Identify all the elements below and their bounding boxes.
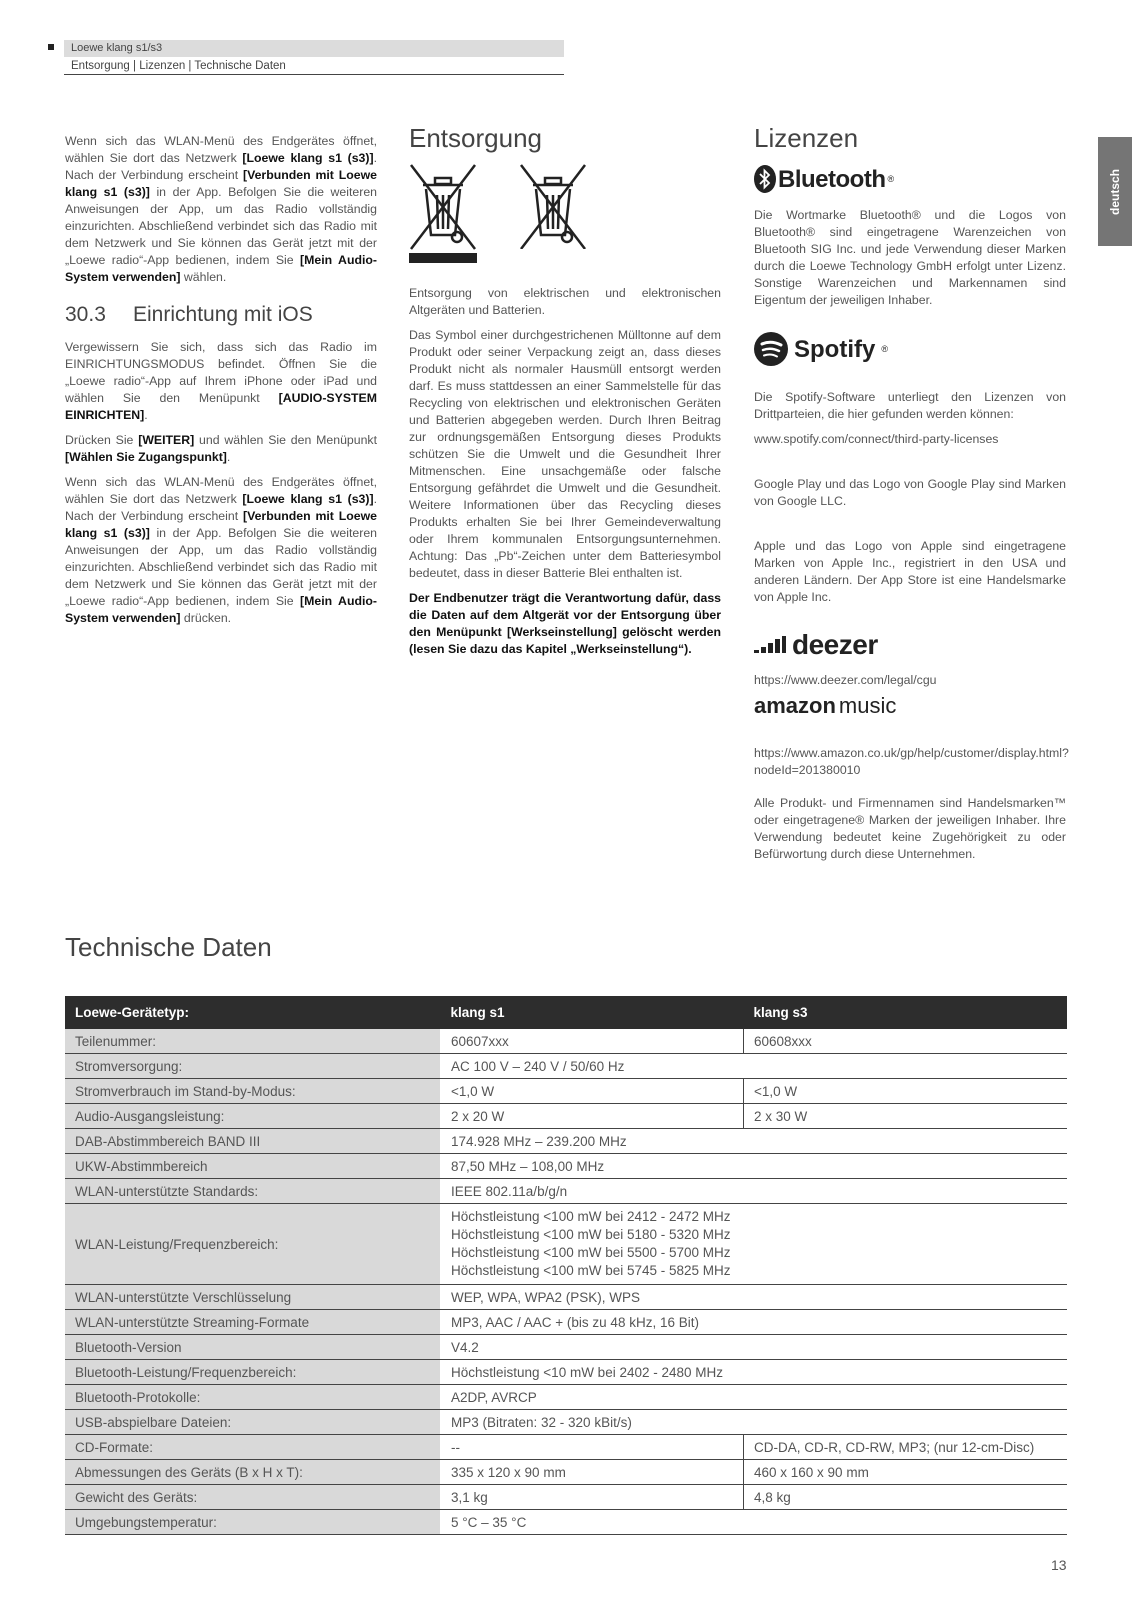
disposal-user-responsibility: Der Endbenutzer trägt die Verantwortung dafür, dass die Daten auf dem Altgerät vor der Entsorgung über den Menüpunkt [Werkseinstellung] gelöscht werden (lesen Sie dazu das Kapitel „Werkseinstellung“).: [409, 591, 721, 656]
spec-label: WLAN-Leistung/Frequenzbereich:: [65, 1204, 441, 1285]
table-row: [65, 1029, 1067, 1054]
spec-value: 87,50 MHz – 108,00 MHz: [441, 1154, 1068, 1179]
table-row: [65, 1460, 1067, 1485]
spec-value-s1: 2 x 20 W: [441, 1104, 744, 1129]
table-row: [65, 1054, 1067, 1079]
spec-value: [441, 1204, 1068, 1285]
spec-value-s3: 4,8 kg: [744, 1485, 1068, 1510]
spotify-license-text: Die Spotify-Software unterliegt den Lizenzen von Drittparteien, die hier gefunden werden können:: [754, 390, 1066, 421]
deezer-wordmark: deezer: [792, 628, 878, 660]
spec-value: 5 °C – 35 °C: [441, 1510, 1068, 1535]
spotify-url[interactable]: www.spotify.com/connect/third-party-licenses: [754, 432, 999, 446]
header-klang-s1: klang s1: [441, 996, 744, 1029]
crossed-bin-icon: [409, 163, 477, 263]
header-product: Loewe klang s1/s3: [64, 40, 564, 57]
spec-value-s3: 2 x 30 W: [744, 1104, 1068, 1129]
table-row: [65, 1079, 1067, 1104]
table-row: [65, 1410, 1067, 1435]
spec-value: V4.2: [441, 1335, 1068, 1360]
spec-value-line: Höchstleistung <100 mW bei 5500 - 5700 MHz: [451, 1245, 731, 1260]
spec-label: WLAN-unterstützte Verschlüsselung: [65, 1285, 441, 1310]
spec-value-line: Höchstleistung <100 mW bei 2412 - 2472 MHz: [451, 1209, 731, 1224]
spec-value-s1: 335 x 120 x 90 mm: [441, 1460, 744, 1485]
deezer-url[interactable]: https://www.deezer.com/legal/cgu: [754, 673, 937, 687]
spec-value-s1: 60607xxx: [441, 1029, 744, 1054]
section-title: Einrichtung mit iOS: [133, 303, 313, 326]
spec-value: A2DP, AVRCP: [441, 1385, 1068, 1410]
spec-value-s1: <1,0 W: [441, 1079, 744, 1104]
header-klang-s3: klang s3: [744, 996, 1068, 1029]
music-wordmark: music: [838, 693, 897, 718]
tech-specs-header-row: [65, 996, 1067, 1029]
crossed-bin-battery-icon: [519, 163, 587, 249]
table-row: [65, 1104, 1067, 1129]
amazon-url[interactable]: https://www.amazon.co.uk/gp/help/customer/display.html?nodeId=201380010: [754, 746, 1069, 777]
disposal-body: Das Symbol einer durchgestrichenen Mülltonne auf dem Produkt oder seiner Verpackung zeigt an, dass dieses Produkt nicht als normaler Hausmüll entsorgt werden darf. Es muss stattdessen an einer Sammelstelle für das Recycling von elektrischen und elektronischen Geräten und Batterien abgegeben werden. Durch Ihren Beitrag zur ordnungsgemäßen Entsorgung dieses Produkts schützen Sie die Umwelt und die Gesundheit Ihrer Mitmenschen. Eine unsachgemäße oder falsche Entsorgung gefährdet die Umwelt und die Gesundheit. Weitere Informationen über das Recycling dieses Produkts erhalten Sie bei Ihrer Gemeindeverwaltung oder Ihrem kommunalen Entsorgungsunternehmen. Achtung: Das „Pb“-Zeichen unter dem Batteriesymbol bedeutet, dass in dieser Batterie Blei enthalten ist.: [409, 328, 721, 580]
table-row: [65, 1285, 1067, 1310]
spec-label: DAB-Abstimmbereich BAND III: [65, 1129, 441, 1154]
spec-label: UKW-Abstimmbereich: [65, 1154, 441, 1179]
spec-label: Bluetooth-Leistung/Frequenzbereich:: [65, 1360, 441, 1385]
licenses-title: Lizenzen: [754, 123, 859, 153]
header-bullet: [48, 44, 54, 50]
spec-label: Stromverbrauch im Stand-by-Modus:: [65, 1079, 441, 1104]
spec-value: MP3 (Bitraten: 32 - 320 kBit/s): [441, 1410, 1068, 1435]
spec-label: Gewicht des Geräts:: [65, 1485, 441, 1510]
amazon-wordmark: amazon: [754, 693, 836, 718]
bluetooth-license-text: Die Wortmarke Bluetooth® und die Logos von Bluetooth® sind eingetragene Warenzeichen von Bluetooth SIG Inc. und jede Verwendung dieser Marken durch die Loewe Technology GmbH erfolgt unter Lizenz. Sonstige Warenzeichen und Markennamen sind Eigentum der jeweiligen Inhaber.: [754, 208, 1066, 307]
column-disposal: [409, 123, 721, 666]
paragraph-ios-setup: Vergewissern Sie sich, dass sich das Radio im EINRICHTUNGSMODUS befindet. Öffnen Sie die „Loewe radio“-App auf Ihrem iPhone oder iPad und wählen Sie den Menüpunkt [AUDIO-SYSTEM EINRICHTEN].: [65, 340, 377, 422]
table-row: [65, 1385, 1067, 1410]
spec-label: Abmessungen des Geräts (B x H x T):: [65, 1460, 441, 1485]
table-row: [65, 1485, 1067, 1510]
paragraph-ios-weiter: Drücken Sie [WEITER] und wählen Sie den Menüpunkt [Wählen Sie Zugangspunkt].: [65, 433, 377, 464]
table-row: [65, 1335, 1067, 1360]
spec-label: Stromversorgung:: [65, 1054, 441, 1079]
deezer-equalizer-icon: [754, 634, 786, 654]
language-tab: [1098, 137, 1132, 246]
spec-label: CD-Formate:: [65, 1435, 441, 1460]
header-section: Entsorgung | Lizenzen | Technische Daten: [64, 57, 564, 75]
spec-label: Bluetooth-Protokolle:: [65, 1385, 441, 1410]
running-header: [64, 40, 564, 75]
spec-value-s1: 3,1 kg: [441, 1485, 744, 1510]
weee-symbols: [409, 163, 721, 273]
spec-value: AC 100 V – 240 V / 50/60 Hz: [441, 1054, 1068, 1079]
table-row: [65, 1154, 1067, 1179]
spec-value-s3: <1,0 W: [744, 1079, 1068, 1104]
deezer-logo: [754, 628, 1066, 660]
spec-label: Audio-Ausgangsleistung:: [65, 1104, 441, 1129]
table-row: [65, 1129, 1067, 1154]
spec-label: Teilenummer:: [65, 1029, 441, 1054]
tech-specs-title: Technische Daten: [65, 932, 272, 962]
spec-value-s3: 460 x 160 x 90 mm: [744, 1460, 1068, 1485]
section-heading-ios: [65, 303, 377, 326]
spec-value: 174.928 MHz – 239.200 MHz: [441, 1129, 1068, 1154]
table-row: [65, 1435, 1067, 1460]
table-row: [65, 1310, 1067, 1335]
paragraph-wlan-ios: Wenn sich das WLAN-Menü des Endgerätes öffnet, wählen Sie dort das Netzwerk [Loewe klang s1 (s3)]. Nach der Verbindung erscheint [Verbunden mit Loewe klang s1 (s3)] in der App. Befolgen Sie die weiteren Anweisungen der App, um das Radio vollständig einzurichten. Abschließend verbindet sich das Radio mit dem Netzwerk und Sie können das Gerät jetzt mit der „Loewe radio“-App bedienen, indem Sie [Mein Audio-System verwenden] drücken.: [65, 475, 378, 625]
table-row: [65, 1360, 1067, 1385]
section-number: 30.3: [65, 303, 106, 326]
page-number: 13: [1051, 1557, 1067, 1573]
spec-label: WLAN-unterstützte Streaming-Formate: [65, 1310, 441, 1335]
spotify-logo: Spotify ®: [754, 329, 1066, 369]
spec-value-line: Höchstleistung <100 mW bei 5745 - 5825 MHz: [451, 1263, 731, 1278]
spec-label: Umgebungstemperatur:: [65, 1510, 441, 1535]
spotify-wordmark: Spotify: [794, 335, 876, 363]
table-row: [65, 1179, 1067, 1204]
spec-value-line: Höchstleistung <100 mW bei 5180 - 5320 MHz: [451, 1227, 731, 1242]
table-row: [65, 1510, 1067, 1535]
column-setup: [65, 133, 377, 635]
disposal-intro: Entsorgung von elektrischen und elektronischen Altgeräten und Batterien.: [409, 286, 721, 317]
spec-value: IEEE 802.11a/b/g/n: [441, 1179, 1068, 1204]
spec-value-s3: CD-DA, CD-R, CD-RW, MP3; (nur 12-cm-Disc): [744, 1435, 1068, 1460]
table-row: [65, 1204, 1067, 1285]
trademark-disclaimer: Alle Produkt- und Firmennamen sind Handelsmarken™ oder eingetragene® Marken der jeweiligen Inhaber. Ihre Verwendung bedeutet keine Zugehörigkeit zu oder Befürwortung durch diese Unternehmen.: [754, 796, 1066, 861]
spec-value-s1: --: [441, 1435, 744, 1460]
spec-label: WLAN-unterstützte Standards:: [65, 1179, 441, 1204]
amazon-music-logo: [754, 693, 1066, 733]
disposal-title: Entsorgung: [409, 123, 542, 153]
spec-value: Höchstleistung <10 mW bei 2402 - 2480 MHz: [441, 1360, 1068, 1385]
spotify-icon: [754, 332, 788, 366]
column-licenses: [754, 123, 1069, 871]
spec-value: MP3, AAC / AAC + (bis zu 48 kHz, 16 Bit): [441, 1310, 1068, 1335]
google-play-text: Google Play und das Logo von Google Play sind Marken von Google LLC.: [754, 477, 1066, 508]
apple-text: Apple und das Logo von Apple sind eingetragene Marken von Apple Inc., registriert in den USA und anderen Ländern. Der App Store ist eine Handelsmarke von Apple Inc.: [754, 539, 1066, 604]
bluetooth-icon: [754, 165, 776, 193]
spec-label: USB-abspielbare Dateien:: [65, 1410, 441, 1435]
header-device-type: Loewe-Gerätetyp:: [65, 996, 441, 1029]
spec-label: Bluetooth-Version: [65, 1335, 441, 1360]
tech-specs-table: [65, 996, 1067, 1535]
spec-value-s3: 60608xxx: [744, 1029, 1068, 1054]
paragraph-wlan-android: Wenn sich das WLAN-Menü des Endgerätes öffnet, wählen Sie dort das Netzwerk [Loewe klang s1 (s3)]. Nach der Verbindung erscheint [Verbunden mit Loewe klang s1 (s3)] in der App. Befolgen Sie die weiteren Anweisungen der App, um das Radio vollständig einzurichten. Abschließend verbindet sich das Radio mit dem Netzwerk und Sie können das Gerät jetzt mit der „Loewe radio“-App bedienen, indem Sie [Mein Audio-System verwenden] wählen.: [65, 134, 378, 284]
spec-value: WEP, WPA, WPA2 (PSK), WPS: [441, 1285, 1068, 1310]
language-tab-label: deutsch: [1108, 168, 1122, 215]
bluetooth-logo: Bluetooth ®: [754, 163, 1066, 195]
bluetooth-wordmark: Bluetooth: [778, 165, 886, 193]
